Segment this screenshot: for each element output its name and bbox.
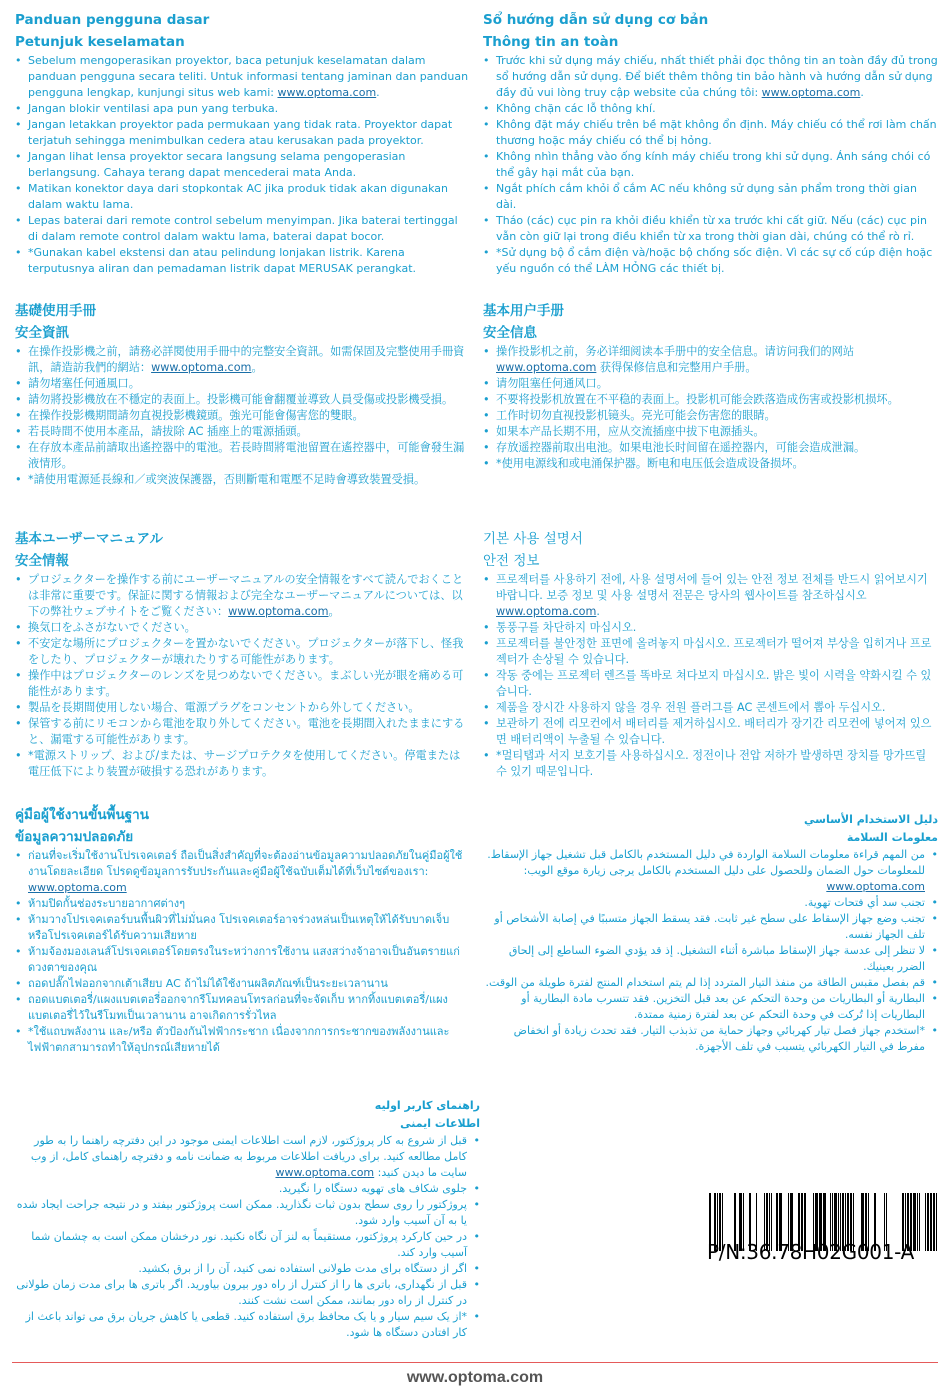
section-subtitle: معلومات السلامة <box>846 831 938 844</box>
section-subtitle: 安全信息 <box>483 325 537 341</box>
list-item: • 프로젝터를 불안정한 표면에 올려놓지 마십시오. 프로젝터가 떨어져 부상을 입히거나 프로젝터가 손상될 수 있습니다. <box>483 636 938 668</box>
list-item: • Lepas baterai dari remote control sebelum menyimpan. Jika baterai tertinggal di dalam remote control dalam waktu lama, baterai dapat bocor. <box>15 213 470 245</box>
safety-list <box>15 53 470 277</box>
list-item: • ถอดแบตเตอรี่/แผงแบตเตอรี่ออกจากรีโมทคอนโทรลก่อนที่จะจัดเก็บ หากทิ้งแบตเตอรี่/แผงแบตเตอรี่ไว้ในรีโมทเป็นเวลานาน อาจเกิดการรั่วไหล <box>15 992 470 1024</box>
section-title: 기본 사용 설명서 <box>483 531 583 547</box>
list-item: • *از یک سیم سیار و یا یک محافظ برق استفاده کنید. قطعی یا کاهش جریان برق می تواند باعث از کار افتادن دستگاه ها شود. <box>15 1309 480 1341</box>
list-item: • Jangan letakkan proyektor pada permukaan yang tidak rata. Proyektor dapat terjatuh sehingga menimbulkan cedera atau kerusakan pada proyektor. <box>15 117 470 149</box>
list-item: • 不要将投影机放置在不平稳的表面上。投影机可能会跌落造成伤害或投影机损坏。 <box>483 392 938 408</box>
list-item: • 製品を長期間使用しない場合、電源プラグをコンセントから外してください。 <box>15 700 470 716</box>
list-item: • ห้ามปิดกั้นช่องระบายอากาศต่างๆ <box>15 896 470 912</box>
section-title: 基本用户手册 <box>483 303 564 319</box>
section-indonesian <box>15 10 470 277</box>
website-link[interactable]: www.optoma.com <box>826 880 925 893</box>
section-subtitle: اطلاعات ایمنی <box>400 1117 480 1130</box>
list-item: • تجنب سد أي فتحات تهوية. <box>483 895 938 911</box>
safety-list <box>15 1133 480 1341</box>
list-item: • البطارية أو البطاريات من وحدة التحكم عن بعد قبل التخزين. فقد تتسرب مادة البطارية أو البطاريات إذا تُركت في وحدة التحكم عن بعد لفترة زمنية ممتدة. <box>483 991 938 1023</box>
list-item: • Không đặt máy chiếu trên bề mặt không ổn định. Máy chiếu có thể rơi làm chấn thương hoặc máy chiếu có thể bị hỏng. <box>483 117 938 149</box>
section-thai <box>15 805 470 1056</box>
list-item: • *電源ストリップ、および/または、サージプロテクタを使用してください。停電または電圧低下により装置が破損する恐れがあります。 <box>15 748 470 780</box>
safety-list <box>483 344 938 472</box>
list-item: • 보관하기 전에 리모컨에서 배터리를 제거하십시오. 배터리가 장기간 리모컨에 넣어져 있으면 배터리액이 누출될 수 있습니다. <box>483 716 938 748</box>
list-item: • قبل از شروع به کار پروژکتور، لازم است اطلاعات ایمنی موجود در این دفترچه راهنما را به طور کامل مطالعه کنید. برای دریافت اطلاعات مربوط به ضمانت نامه و دفترچه راهنمای کامل، از وب سایت ما دیدن کنید: www.optoma.com <box>15 1133 480 1181</box>
safety-list <box>483 847 938 1055</box>
list-item: • ก่อนที่จะเริ่มใช้งานโปรเจคเตอร์ ถือเป็นสิ่งสำคัญที่จะต้องอ่านข้อมูลความปลอดภัยในคู่มือผู้ใช้งานโดยละเอียด โปรดดูข้อมูลการรับประกันและคู่มือผู้ใช้ฉบับเต็มได้ที่เว็บไซต์ของเรา: www.optoma.com <box>15 848 470 896</box>
section-subtitle: 安全資訊 <box>15 325 69 341</box>
list-item: • 不安定な場所にプロジェクターを置かないでください。プロジェクターが落下し、怪我をしたり、プロジェクターが壊れたりする可能性があります。 <box>15 636 470 668</box>
list-item: • Ngắt phích cắm khỏi ổ cắm AC nếu không sử dụng sản phẩm trong thời gian dài. <box>483 181 938 213</box>
footer-website[interactable]: www.optoma.com <box>406 1369 544 1386</box>
website-link[interactable]: www.optoma.com <box>496 605 597 618</box>
section-japanese <box>15 529 470 780</box>
safety-list <box>15 848 470 1056</box>
website-link[interactable]: www.optoma.com <box>275 1166 375 1179</box>
list-item: • 若長時間不使用本產品，請拔除 AC 插座上的電源插頭。 <box>15 424 470 440</box>
list-item: • 存放遥控器前取出电池。如果电池长时间留在遥控器内，可能会造成泄漏。 <box>483 440 938 456</box>
list-item: • 제품을 장시간 사용하지 않을 경우 전원 플러그를 AC 콘센트에서 뽑아 두십시오. <box>483 700 938 716</box>
footer-divider <box>12 1362 938 1363</box>
list-item: • لا تنظر إلى عدسة جهاز الإسقاط مباشرة أثناء التشغيل. إذ قد يؤدي الضوء الساطع إلى إلحاق الضرر بعينيك. <box>483 943 938 975</box>
section-title: 基本ユーザーマニュアル <box>15 531 163 547</box>
list-item: • تجنب وضع جهاز الإسقاط على سطح غير ثابت. فقد يسقط الجهاز متسببًا في إصابة الأشخاص أو تلف الجهاز نفسه. <box>483 911 938 943</box>
list-item: • جلوی شکاف های تهویه دستگاه را نگیرید. <box>15 1181 480 1197</box>
section-persian <box>15 1098 480 1341</box>
section-title: คู่มือผู้ใช้งานขั้นพื้นฐาน <box>15 807 149 823</box>
section-subtitle: 안전 정보 <box>483 553 540 569</box>
website-link[interactable]: www.optoma.com <box>761 86 861 99</box>
list-item: • 在存放本產品前請取出遙控器中的電池。若長時間將電池留置在遙控器中，可能會發生漏液情形。 <box>15 440 470 472</box>
section-vietnamese <box>483 10 938 277</box>
safety-list <box>15 572 470 780</box>
list-item: • *使用电源线和或电涌保护器。断电和电压低会造成设备损坏。 <box>483 456 938 472</box>
list-item: • 在操作投影機之前，請務必詳閱使用手冊中的完整安全資訊。如需保固及完整使用手冊資訊，請造訪我們的網站：www.optoma.com。 <box>15 344 470 376</box>
safety-list <box>483 53 938 277</box>
list-item: • Jangan lihat lensa proyektor secara langsung selama pengoperasian berlangsung. Cahaya terang dapat mencederai mata Anda. <box>15 149 470 181</box>
list-item: • 如果本产品长期不用，应从交流插座中拔下电源插头。 <box>483 424 938 440</box>
website-link[interactable]: www.optoma.com <box>277 86 377 99</box>
website-link[interactable]: www.optoma.com <box>151 361 252 374</box>
list-item: • Tháo (các) cục pin ra khỏi điều khiển từ xa trước khi cất giữ. Nếu (các) cục pin vẫn còn giữ lại trong điều khiển từ xa trong thời gian dài, chúng có thể rò rỉ. <box>483 213 938 245</box>
website-link[interactable]: www.optoma.com <box>28 881 127 894</box>
section-subtitle: Petunjuk keselamatan <box>15 34 185 50</box>
section-arabic <box>483 812 938 1055</box>
list-item: • Matikan konektor daya dari stopkontak AC jika produk tidak akan digunakan dalam waktu lama. <box>15 181 470 213</box>
list-item: • 통풍구를 차단하지 마십시오. <box>483 620 938 636</box>
list-item: • ห้ามวางโปรเจคเตอร์บนพื้นผิวที่ไม่มั่นคง โปรเจคเตอร์อาจร่วงหล่นเป็นเหตุให้ได้รับบาดเจ็บ หรือโปรเจคเตอร์ได้รับความเสียหาย <box>15 912 470 944</box>
section-title: 基礎使用手冊 <box>15 303 96 319</box>
list-item: • *Gunakan kabel ekstensi dan atau pelindung lonjakan listrik. Karena terputusnya aliran dan pemadaman listrik dapat MERUSAK perangkat. <box>15 245 470 277</box>
list-item: • *استخدم جهاز فصل تيار كهربائي وجهاز حماية من تذبذب التيار. فقد تحدث زيادة أو انخفاض مفرط في التيار الكهربائي يتسبب في تلف الأجهزة. <box>483 1023 938 1055</box>
list-item: • プロジェクターを操作する前にユーザーマニュアルの安全情報をすべて読んでおくことは非常に重要です。保証に関する情報および完全なユーザーマニュアルについては、以下の弊社ウェブサイトをご覧ください：www.optoma.com。 <box>15 572 470 620</box>
list-item: • 請勿堵塞任何通風口。 <box>15 376 470 392</box>
list-item: • *멀티탭과 서지 보호기를 사용하십시오. 정전이나 전압 저하가 발생하면 장치를 망가뜨릴 수 있기 때문입니다. <box>483 748 938 780</box>
list-item: • Không nhìn thẳng vào ống kính máy chiếu trong khi sử dụng. Ánh sáng chói có thể gây hại mắt của bạn. <box>483 149 938 181</box>
list-item: • قم بفصل مقبس الطاقة من منفذ التيار المتردد إذا لم يتم استخدام المنتج لفترة طويلة من الوقت. <box>483 975 938 991</box>
list-item: • Jangan blokir ventilasi apa pun yang terbuka. <box>15 101 470 117</box>
list-item: • 請勿將投影機放在不穩定的表面上。投影機可能會翻覆並導致人員受傷或投影機受損。 <box>15 392 470 408</box>
section-subtitle: 安全情報 <box>15 553 69 569</box>
section-title: Panduan pengguna dasar <box>15 12 210 28</box>
safety-list <box>483 572 938 780</box>
section-title: Sổ hướng dẫn sử dụng cơ bản <box>483 12 709 28</box>
list-item: • 프로젝터를 사용하기 전에, 사용 설명서에 들어 있는 안전 정보 전체를 반드시 읽어보시기 바랍니다. 보증 정보 및 사용 설명서 전문은 당사의 웹사이트를 참조하십시오 www.optoma.com. <box>483 572 938 620</box>
list-item: • 工作时切勿直视投影机镜头。亮光可能会伤害您的眼睛。 <box>483 408 938 424</box>
list-item: • ถอดปลั๊กไฟออกจากเต้าเสียบ AC ถ้าไม่ได้ใช้งานผลิตภัณฑ์เป็นระยะเวลานาน <box>15 976 470 992</box>
list-item: • در حین کارکرد پروژکتور، مستقیماً به لنز آن نگاه نکنید. نور درخشان ممکن است به چشمان شما آسیب وارد کند. <box>15 1229 480 1261</box>
section-traditional-chinese <box>15 301 470 488</box>
list-item: • 请勿阻塞任何通风口。 <box>483 376 938 392</box>
list-item: • من المهم قراءة معلومات السلامة الواردة في دليل المستخدم بالكامل قبل تشغيل جهاز الإسقاط. للمعلومات حول الضمان وللحصول على دليل المستخدم بالكامل يرجى زيارة موقع الويب: www.optoma.com <box>483 847 938 895</box>
list-item: • پروژکتور را روی سطح بدون ثبات نگذارید. ممکن است پروژکتور بیفتد و در نتیجه جراحت ایجاد شده یا به آن آسیب وارد شود. <box>15 1197 480 1229</box>
safety-list <box>15 344 470 488</box>
section-subtitle: Thông tin an toàn <box>483 34 619 50</box>
website-link[interactable]: www.optoma.com <box>228 605 329 618</box>
list-item: • Không chặn các lỗ thông khí. <box>483 101 938 117</box>
list-item: • *ใช้แถบพลังงาน และ/หรือ ตัวป้องกันไฟฟ้ากระชาก เนื่องจากการกระชากของพลังงานและไฟฟ้าตกสามารถทำให้อุปกรณ์เสียหายได้ <box>15 1024 470 1056</box>
list-item: • *請使用電源延長線和／或突波保護器，否則斷電和電壓不足時會導致裝置受損。 <box>15 472 470 488</box>
list-item: • قبل از نگهداری، باتری ها را از کنترل از راه دور بیرون بیاورید. اگر باتری ها برای مدت زمان طولانی در کنترل از راه دور بمانند، ممکن است نشت کنند. <box>15 1277 480 1309</box>
list-item: • ห้ามจ้องมองเลนส์โปรเจคเตอร์โดยตรงในระหว่างการใช้งาน แสงสว่างจ้าอาจเป็นอันตรายแก่ดวงตาของคุณ <box>15 944 470 976</box>
list-item: • 保管する前にリモコンから電池を取り外してください。電池を長期間入れたままにすると、漏電する可能性があります。 <box>15 716 470 748</box>
section-simplified-chinese <box>483 301 938 472</box>
section-korean <box>483 529 938 780</box>
list-item: • 在操作投影機期間請勿直視投影機鏡頭。強光可能會傷害您的雙眼。 <box>15 408 470 424</box>
list-item: • *Sử dụng bộ ổ cắm điện và/hoặc bộ chống sốc điện. Vì các sự cố cúp điện hoặc yếu nguồn có thể LÀM HỎNG các thiết bị. <box>483 245 938 277</box>
section-subtitle: ข้อมูลความปลอดภัย <box>15 829 134 845</box>
list-item: • 換気口をふさがないでください。 <box>15 620 470 636</box>
website-link[interactable]: www.optoma.com <box>496 361 597 374</box>
list-item: • Trước khi sử dụng máy chiếu, nhất thiết phải đọc thông tin an toàn đầy đủ trong sổ hướng dẫn sử dụng. Để biết thêm thông tin bảo hành và hướng dẫn sử dụng đầy đủ vui lòng truy cập website của chúng tôi: www.optoma.com. <box>483 53 938 101</box>
list-item: • 操作中はプロジェクターのレンズを見つめないでください。まぶしい光が眼を痛める可能性があります。 <box>15 668 470 700</box>
section-title: راهنمای کاربر اولیه <box>374 1099 480 1112</box>
list-item: • اگر از دستگاه برای مدت طولانی استفاده نمی کنید، آن را از برق بکشید. <box>15 1261 480 1277</box>
list-item: • Sebelum mengoperasikan proyektor, baca petunjuk keselamatan dalam panduan pengguna secara teliti. Untuk informasi tentang jaminan dan panduan pengguna lengkap, kunjungi situs web kami: www.optoma.com. <box>15 53 470 101</box>
part-number: P/N:36.78H02G001-A <box>707 1240 914 1264</box>
section-title: دليل الاستخدام الأساسي <box>804 813 938 826</box>
list-item: • 操作投影机之前，务必详细阅读本手册中的安全信息。请访问我们的网站 www.optoma.com 获得保修信息和完整用户手册。 <box>483 344 938 376</box>
list-item: • 작동 중에는 프로젝터 렌즈를 똑바로 쳐다보지 마십시오. 밝은 빛이 시력을 약화시킬 수 있습니다. <box>483 668 938 700</box>
